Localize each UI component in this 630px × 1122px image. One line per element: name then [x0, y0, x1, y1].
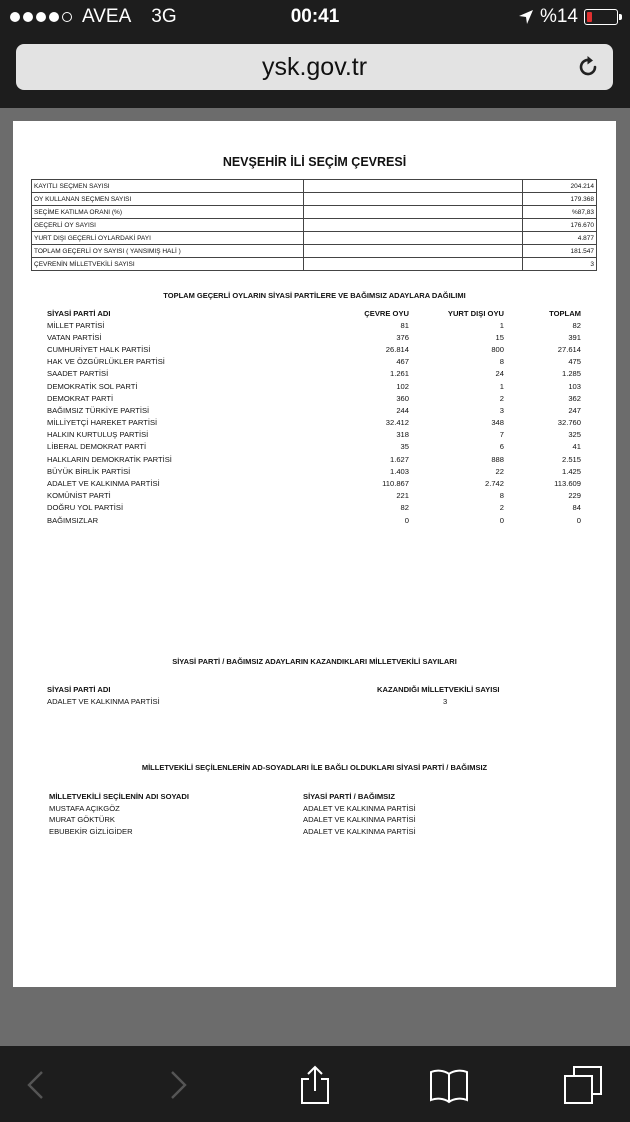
votes-row	[47, 429, 581, 441]
summary-row	[32, 245, 597, 258]
votes-row	[47, 392, 581, 404]
total-votes: 0	[576, 515, 581, 525]
district-votes: 1.627	[389, 454, 409, 464]
total-votes: 41	[572, 442, 581, 452]
abroad-votes: 800	[491, 344, 504, 354]
party-name: HALKIN KURTULUŞ PARTİSİ	[47, 430, 149, 440]
summary-empty-cell	[303, 219, 522, 232]
total-votes: 325	[568, 430, 581, 440]
district-votes: 110.867	[382, 479, 409, 489]
abroad-votes: 2	[499, 393, 504, 403]
votes-row	[47, 380, 581, 392]
party-name: ADALET VE KALKINMA PARTİSİ	[47, 479, 160, 489]
summary-label: YURT DIŞI GEÇERLİ OYLARDAKİ PAYI	[32, 232, 304, 245]
district-votes: 26.814	[385, 344, 409, 354]
party-name: VATAN PARTİSİ	[47, 332, 102, 342]
total-votes: 362	[568, 393, 581, 403]
party-name: BÜYÜK BİRLİK PARTİSİ	[47, 466, 131, 476]
forward-icon[interactable]	[156, 1064, 198, 1106]
summary-label: OY KULLANAN SEÇMEN SAYISI	[32, 193, 304, 206]
district-votes: 81	[400, 320, 409, 330]
mp-row	[49, 814, 583, 826]
summary-row	[32, 232, 597, 245]
votes-row	[47, 404, 581, 416]
district-votes: 102	[396, 381, 409, 391]
district-votes: 318	[396, 430, 409, 440]
party-name: DOĞRU YOL PARTİSİ	[47, 503, 124, 513]
total-votes: 1.425	[561, 466, 581, 476]
abroad-votes: 15	[495, 332, 504, 342]
summary-label: GEÇERLİ OY SAYISI	[32, 219, 304, 232]
clock: 00:41	[290, 6, 340, 27]
status-bar	[0, 0, 630, 36]
votes-row	[47, 343, 581, 355]
total-votes: 247	[568, 405, 581, 415]
party-name: DEMOKRATİK SOL PARTİ	[47, 381, 138, 391]
total-votes: 27.614	[557, 344, 581, 354]
seats-section-title: SİYASİ PARTİ / BAĞIMSIZ ADAYLARIN KAZANDIKLARI MİLLETVEKİLİ SAYILARI	[172, 657, 457, 666]
seats-header-row	[47, 683, 581, 695]
summary-empty-cell	[303, 258, 522, 271]
mp-name-header: MİLLETVEKİLİ SEÇİLENİN ADI SOYADI	[49, 792, 189, 802]
summary-row	[32, 180, 597, 193]
party-name: SAADET PARTİSİ	[47, 369, 109, 379]
seats-table	[47, 683, 581, 707]
district-votes: 467	[396, 357, 409, 367]
mp-party-header: SİYASİ PARTİ / BAĞIMSIZ	[303, 792, 395, 802]
votes-row	[47, 331, 581, 343]
abroad-votes: 348	[491, 418, 504, 428]
seats-party: ADALET VE KALKINMA PARTİSİ	[47, 696, 160, 706]
district-votes: 35	[400, 442, 409, 452]
votes-row	[47, 465, 581, 477]
party-name: BAĞIMSIZLAR	[47, 515, 99, 525]
votes-row	[47, 319, 581, 331]
carrier-name: AVEA	[82, 6, 132, 27]
seats-party-header: SİYASİ PARTİ ADI	[47, 684, 111, 694]
mp-row	[49, 803, 583, 815]
abroad-vote-column-header: YURT DIŞI OYU	[447, 308, 504, 318]
mp-party: ADALET VE KALKINMA PARTİSİ	[303, 803, 416, 813]
abroad-votes: 7	[499, 430, 504, 440]
abroad-votes: 6	[499, 442, 504, 452]
party-column-header: SİYASİ PARTİ ADI	[47, 308, 111, 318]
party-name: LİBERAL DEMOKRAT PARTİ	[47, 442, 147, 452]
district-votes: 1.261	[389, 369, 409, 379]
summary-table	[31, 179, 597, 271]
abroad-votes: 1	[499, 320, 504, 330]
bottom-toolbar	[0, 1046, 630, 1122]
votes-row	[47, 356, 581, 368]
total-votes: 82	[572, 320, 581, 330]
abroad-votes: 0	[499, 515, 504, 525]
abroad-votes: 24	[495, 369, 504, 379]
summary-label: ÇEVRENİN MİLLETVEKİLİ SAYISI	[32, 258, 304, 271]
party-name: MİLLİYETÇİ HAREKET PARTİSİ	[47, 418, 158, 428]
district-votes: 1.403	[389, 466, 409, 476]
party-name: HAK VE ÖZGÜRLÜKLER PARTİSİ	[47, 357, 165, 367]
seats-count-header: KAZANDIĞI MİLLETVEKİLİ SAYISI	[377, 684, 500, 694]
district-votes: 376	[396, 332, 409, 342]
seats-count: 3	[443, 696, 448, 706]
party-name: CUMHURİYET HALK PARTİSİ	[47, 344, 151, 354]
location-arrow-icon	[518, 9, 534, 25]
summary-value: %87,83	[522, 206, 596, 219]
url-text[interactable]: ysk.gov.tr	[261, 53, 368, 81]
reload-icon[interactable]	[575, 54, 601, 80]
summary-empty-cell	[303, 193, 522, 206]
abroad-votes: 888	[491, 454, 504, 464]
summary-value: 4.877	[522, 232, 596, 245]
mp-name: MURAT GÖKTÜRK	[49, 815, 115, 825]
total-votes: 1.285	[561, 369, 581, 379]
summary-value: 179.368	[522, 193, 596, 206]
bookmarks-icon[interactable]	[428, 1064, 470, 1106]
battery-icon	[584, 9, 618, 25]
total-column-header: TOPLAM	[549, 308, 581, 318]
document-title: NEVŞEHİR İLİ SEÇİM ÇEVRESİ	[222, 155, 407, 169]
summary-empty-cell	[303, 180, 522, 193]
abroad-votes: 22	[495, 466, 504, 476]
votes-header-row	[47, 307, 581, 319]
summary-value: 204.214	[522, 180, 596, 193]
district-votes: 0	[404, 515, 409, 525]
status-right-group	[518, 6, 618, 28]
page-viewport[interactable]	[0, 108, 630, 1046]
mp-row	[49, 826, 583, 838]
summary-label: TOPLAM GEÇERLİ OY SAYISI ( YANSIMIŞ HALİ )	[32, 245, 304, 258]
abroad-votes: 2	[499, 503, 504, 513]
summary-value: 3	[522, 258, 596, 271]
votes-row	[47, 490, 581, 502]
summary-label: KAYITLI SEÇMEN SAYISI	[32, 180, 304, 193]
mps-table	[49, 791, 583, 837]
district-votes: 82	[400, 503, 409, 513]
mp-name: EBUBEKİR GİZLİGİDER	[49, 826, 133, 836]
votes-row	[47, 368, 581, 380]
summary-row	[32, 219, 597, 232]
abroad-votes: 8	[499, 357, 504, 367]
party-name: HALKLARIN DEMOKRATİK PARTİSİ	[47, 454, 172, 464]
mps-header-row	[49, 791, 583, 803]
summary-value: 176.670	[522, 219, 596, 232]
votes-row	[47, 441, 581, 453]
total-votes: 103	[568, 381, 581, 391]
summary-row	[32, 206, 597, 219]
district-votes: 244	[396, 405, 409, 415]
abroad-votes: 1	[499, 381, 504, 391]
party-name: DEMOKRAT PARTİ	[47, 393, 114, 403]
total-votes: 84	[572, 503, 581, 513]
district-votes: 221	[396, 491, 409, 501]
party-name: KOMÜNİST PARTİ	[47, 491, 111, 501]
summary-value: 181.547	[522, 245, 596, 258]
abroad-votes: 3	[499, 405, 504, 415]
total-votes: 32.760	[557, 418, 581, 428]
share-icon[interactable]	[294, 1064, 336, 1106]
summary-empty-cell	[303, 245, 522, 258]
abroad-votes: 8	[499, 491, 504, 501]
party-name: MİLLET PARTİSİ	[47, 320, 105, 330]
votes-table	[47, 307, 581, 526]
summary-row	[32, 258, 597, 271]
party-name: BAĞIMSIZ TÜRKİYE PARTİSİ	[47, 405, 150, 415]
votes-row	[47, 453, 581, 465]
summary-empty-cell	[303, 206, 522, 219]
total-votes: 391	[568, 332, 581, 342]
abroad-votes: 2.742	[484, 479, 504, 489]
district-vote-column-header: ÇEVRE OYU	[364, 308, 409, 318]
district-votes: 360	[396, 393, 409, 403]
back-icon[interactable]	[16, 1064, 58, 1106]
votes-row	[47, 477, 581, 489]
summary-empty-cell	[303, 232, 522, 245]
tabs-icon[interactable]	[562, 1064, 604, 1106]
summary-row	[32, 193, 597, 206]
mp-party: ADALET VE KALKINMA PARTİSİ	[303, 815, 416, 825]
address-bar[interactable]	[16, 44, 613, 90]
document-page	[13, 121, 616, 987]
summary-label: SEÇİME KATILMA ORANI (%)	[32, 206, 304, 219]
votes-row	[47, 502, 581, 514]
total-votes: 113.609	[554, 479, 581, 489]
network-type: 3G	[151, 6, 177, 27]
total-votes: 475	[568, 357, 581, 367]
total-votes: 229	[568, 491, 581, 501]
total-votes: 2.515	[561, 454, 581, 464]
browser-toolbar	[0, 36, 630, 108]
mp-party: ADALET VE KALKINMA PARTİSİ	[303, 826, 416, 836]
votes-row	[47, 417, 581, 429]
battery-percent: %14	[539, 6, 578, 27]
seats-row	[47, 695, 581, 707]
mp-name: MUSTAFA AÇIKGÖZ	[49, 803, 120, 813]
mps-section-title: MİLLETVEKİLİ SEÇİLENLERİN AD-SOYADLARI İLE BAĞLI OLDUKLARI SİYASİ PARTİ / BAĞIMSIZ	[141, 763, 488, 772]
district-votes: 32.412	[385, 418, 409, 428]
votes-row	[47, 514, 581, 526]
votes-section-title: TOPLAM GEÇERLİ OYLARIN SİYASİ PARTİLERE VE BAĞIMSIZ ADAYLARA DAĞILIMI	[163, 291, 466, 300]
